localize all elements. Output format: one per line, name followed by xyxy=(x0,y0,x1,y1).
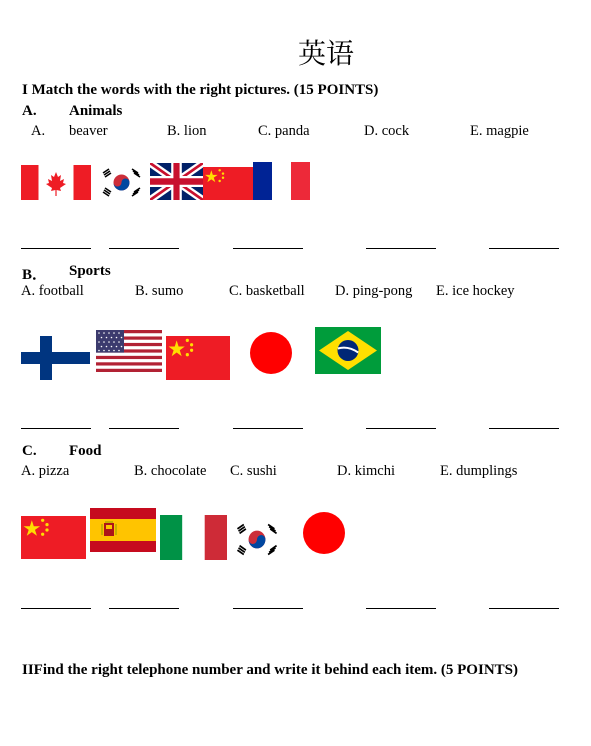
option-ice-hockey: E. ice hockey xyxy=(436,283,515,299)
page-title: 英语 xyxy=(297,37,354,70)
answer-blank[interactable] xyxy=(233,248,303,249)
section-2-heading: IIFind the right telephone number and write it behind each item. (5 POINTS) xyxy=(22,662,518,678)
france-flag-icon xyxy=(253,162,310,200)
finland-flag-icon xyxy=(21,336,90,380)
option-sumo: B. sumo xyxy=(135,283,184,299)
group-c-title: Food xyxy=(69,443,102,459)
option-basketball: C. basketball xyxy=(229,283,305,299)
option-chocolate: B. chocolate xyxy=(134,463,207,479)
japan-flag-icon xyxy=(296,510,352,556)
option-a-letter: A. xyxy=(31,123,46,139)
japan-flag-icon xyxy=(240,330,302,376)
option-football: A. football xyxy=(21,283,84,299)
italy-flag-icon xyxy=(160,515,227,560)
option-pizza: A. pizza xyxy=(21,463,70,479)
china-flag-icon xyxy=(203,167,253,200)
spain-flag-icon xyxy=(90,508,156,552)
answer-blank[interactable] xyxy=(109,248,179,249)
group-a-title: Animals xyxy=(69,103,123,119)
usa-flag-icon xyxy=(96,330,162,372)
group-b-letter: B． xyxy=(22,267,48,283)
korea-flag-icon xyxy=(95,165,148,200)
group-b-title: Sports xyxy=(69,263,111,279)
option-dumplings: E. dumplings xyxy=(440,463,518,479)
answer-blank[interactable] xyxy=(489,428,559,429)
answer-blank[interactable] xyxy=(109,428,179,429)
answer-blank[interactable] xyxy=(233,428,303,429)
answer-blank[interactable] xyxy=(489,608,559,609)
option-magpie: E. magpie xyxy=(470,123,529,139)
brazil-flag-icon xyxy=(315,327,381,374)
option-sushi: C. sushi xyxy=(230,463,277,479)
china-flag-icon xyxy=(21,516,86,559)
answer-blank[interactable] xyxy=(366,428,436,429)
korea-flag-icon xyxy=(229,520,285,559)
option-kimchi: D. kimchi xyxy=(337,463,395,479)
answer-blank[interactable] xyxy=(366,248,436,249)
answer-blank[interactable] xyxy=(489,248,559,249)
option-beaver: beaver xyxy=(69,123,108,139)
answer-blank[interactable] xyxy=(109,608,179,609)
section-1-heading: I Match the words with the right pictures. (15 POINTS) xyxy=(22,82,379,98)
group-a-letter: A. xyxy=(22,103,37,119)
china-flag-icon xyxy=(166,336,230,380)
option-cock: D. cock xyxy=(364,123,410,139)
answer-blank[interactable] xyxy=(366,608,436,609)
option-panda: C. panda xyxy=(258,123,310,139)
group-c-letter: C. xyxy=(22,443,37,459)
option-ping-pong: D. ping-pong xyxy=(335,283,413,299)
answer-blank[interactable] xyxy=(21,608,91,609)
answer-blank[interactable] xyxy=(21,428,91,429)
answer-blank[interactable] xyxy=(21,248,91,249)
option-lion: B. lion xyxy=(167,123,207,139)
uk-flag-icon xyxy=(150,163,203,200)
answer-blank[interactable] xyxy=(233,608,303,609)
canada-flag-icon xyxy=(21,165,91,200)
